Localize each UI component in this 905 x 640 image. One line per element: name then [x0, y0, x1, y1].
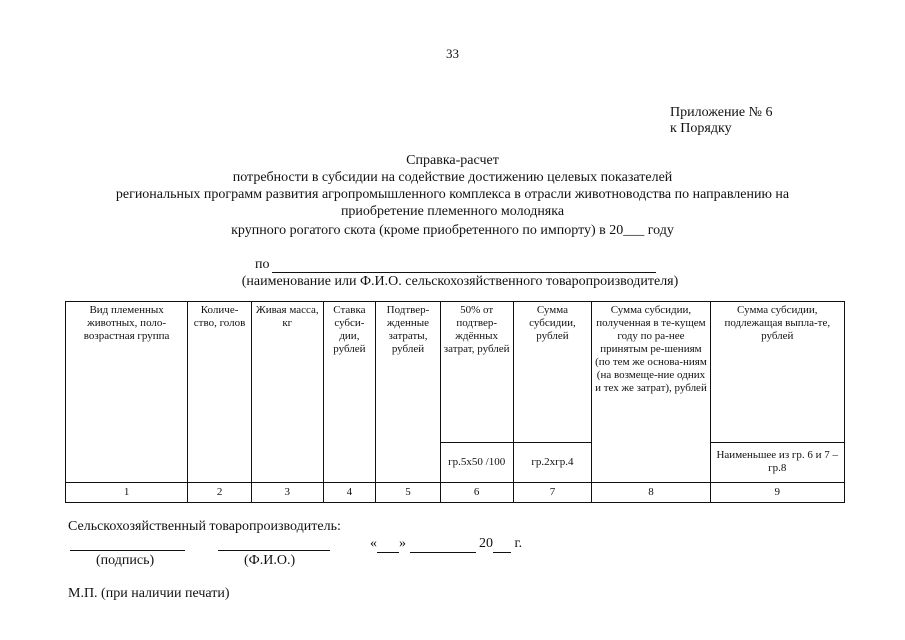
date-close-quote: »	[399, 536, 406, 551]
column-number: 4	[323, 482, 376, 502]
header-subsidy-rate: Ставка субси-дии, рублей	[323, 302, 376, 483]
page-number: 33	[446, 46, 459, 61]
column-number: 7	[513, 482, 592, 502]
year-prefix: 20	[479, 536, 493, 551]
header-subsidy-amount: Сумма субсидии, рублей	[513, 302, 592, 443]
column-number: 8	[592, 482, 710, 502]
month-blank	[410, 536, 476, 553]
signature-line	[70, 550, 185, 551]
title-line-4: приобретение племенного молодняка	[340, 204, 565, 219]
subsidy-calculation-table	[65, 301, 845, 503]
header-live-weight: Живая масса, кг	[251, 302, 323, 483]
stamp-note: М.П. (при наличии печати)	[68, 586, 230, 601]
header-animal-type: Вид племенных животных, поло-возрастная группа	[66, 302, 188, 483]
day-blank	[377, 536, 399, 553]
date-field	[370, 536, 522, 553]
formula-col-7: гр.2хгр.4	[513, 442, 592, 482]
header-payable-subsidy: Сумма субсидии, подлежащая выпла-те, рублей	[710, 302, 844, 443]
header-confirmed-costs: Подтвер-жденные затраты, рублей	[376, 302, 441, 483]
recipient-caption: (наименование или Ф.И.О. сельскохозяйственного товаропроизводителя)	[241, 274, 679, 289]
date-open-quote: «	[370, 536, 377, 551]
year-blank	[493, 536, 511, 553]
column-number: 9	[710, 482, 844, 502]
header-quantity: Количе-ство, голов	[188, 302, 252, 483]
appendix-line-2: к Порядку	[670, 121, 732, 136]
name-line	[218, 550, 330, 551]
column-number: 5	[376, 482, 441, 502]
signature-caption: (подпись)	[96, 553, 155, 568]
column-number: 6	[440, 482, 513, 502]
column-number: 1	[66, 482, 188, 502]
title-line-5: крупного рогатого скота (кроме приобретенного по импорту) в 20___ году	[231, 223, 674, 238]
appendix-line-1: Приложение № 6	[670, 105, 773, 120]
column-number: 2	[188, 482, 252, 502]
column-number: 3	[251, 482, 323, 502]
document-title: Справка-расчет	[406, 153, 499, 168]
formula-col-9: Наименьшее из гр. 6 и 7 – гр.8	[710, 442, 844, 482]
title-line-3: региональных программ развития агропромышленного комплекса в отрасли животноводства по направлению на	[115, 187, 790, 202]
recipient-name-line	[272, 272, 656, 273]
formula-col-6: гр.5х50 /100	[440, 442, 513, 482]
title-line-2: потребности в субсидии на содействие достижению целевых показателей	[232, 170, 673, 185]
producer-label: Сельскохозяйственный товаропроизводитель:	[68, 519, 341, 534]
header-received-subsidy: Сумма субсидии, полученная в те-кущем году по ра-нее принятым ре-шениям (по тем же основа-ниям (на возмеще-ние одних и тех же затрат), рублей	[592, 302, 710, 483]
header-half-costs: 50% от подтвер-ждённых затрат, рублей	[440, 302, 513, 443]
recipient-prefix: по	[255, 257, 270, 272]
name-caption: (Ф.И.О.)	[244, 553, 296, 568]
year-suffix: г.	[514, 536, 523, 551]
